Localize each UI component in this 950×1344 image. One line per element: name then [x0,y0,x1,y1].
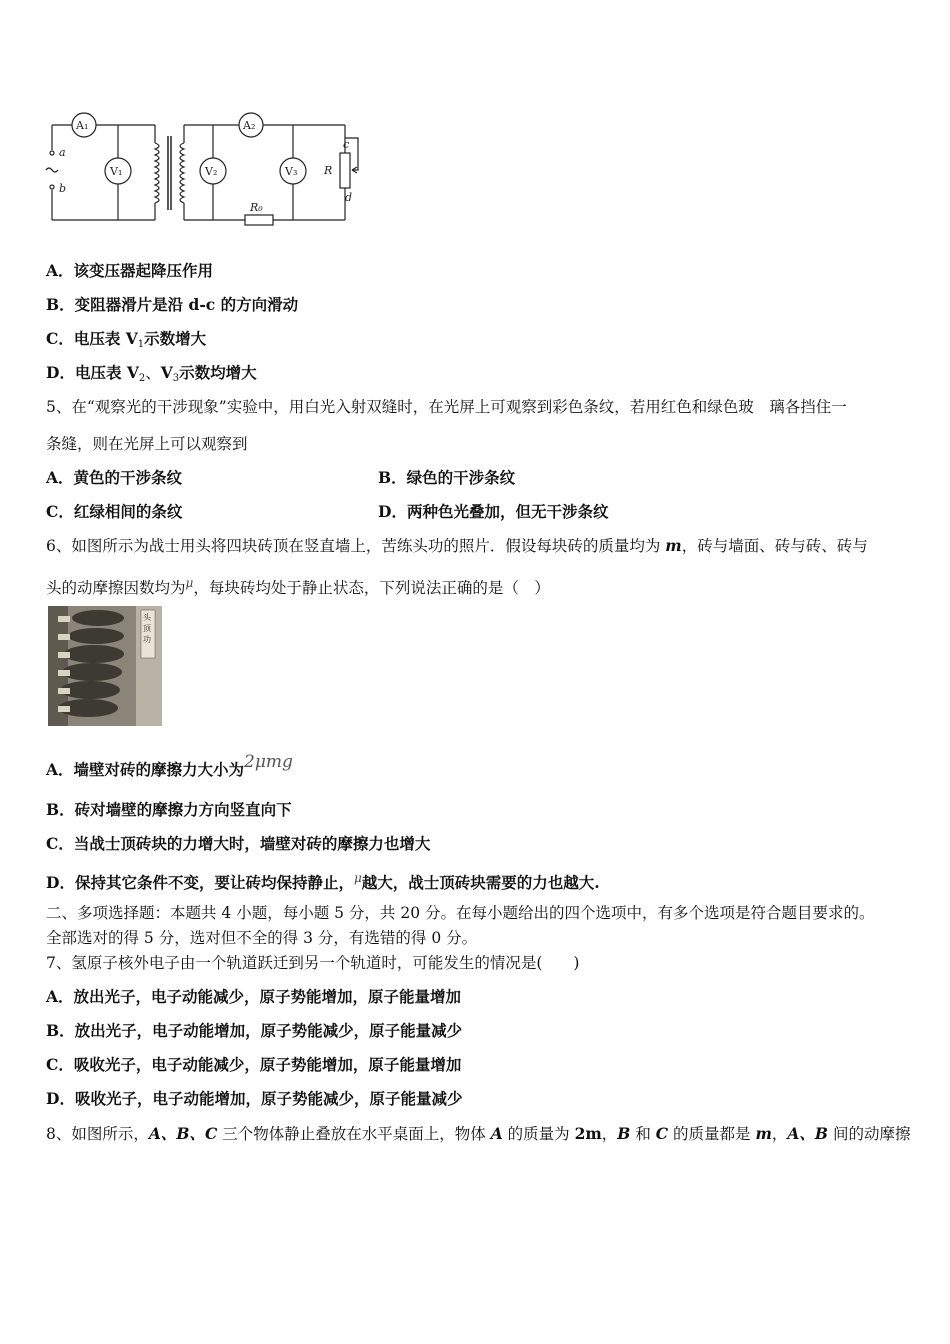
voltmeter-v2-label: V₂ [205,165,218,178]
rheostat-r-label: R [324,164,333,177]
section2-heading-line2: 全部选对的得 5 分，选对但不全的得 3 分，有选错的得 0 分。 [46,929,478,947]
q5-option-d: D．两种色光叠加，但无干涉条纹 [378,502,609,521]
terminal-a-label: a [59,146,66,159]
ammeter-a2-label: A₂ [243,119,256,132]
q4-option-b: B．变阻器滑片是沿 d-c 的方向滑动 [46,295,299,314]
q5-option-c: C．红绿相间的条纹 [46,502,183,521]
brick-headstand-photo [48,606,162,726]
q5-option-b: B．绿色的干涉条纹 [378,468,516,487]
q6-option-b: B．砖对墙壁的摩擦力方向竖直向下 [46,800,292,819]
q6-option-a-formula: 2μmg [244,752,293,772]
transformer-circuit-diagram [40,108,370,230]
q7-option-d: D．吸收光子，电子动能增加，原子势能减少，原子能量减少 [46,1089,463,1108]
voltmeter-v1-label: V₁ [110,165,123,178]
voltmeter-v3-label: V₃ [285,165,298,178]
section2-heading-line1: 二、多项选择题：本题共 4 小题，每小题 5 分，共 20 分。在每小题给出的四个选项中，有多个选项是符合题目要求的。 [46,904,875,922]
resistor-r0-label: R₀ [250,201,263,214]
q5-stem-line2: 条缝，则在光屏上可以观察到 [46,435,248,453]
photo-caption: 头 顶 功 [143,613,151,644]
ammeter-a1-label: A₁ [76,119,89,132]
q6-stem-line1: 6、如图所示为战士用头将四块砖顶在竖直墙上，苦练头功的照片．假设每块砖的质量均为 m，砖与墙面、砖与砖、砖与 [46,536,868,555]
terminal-b-label: b [59,182,67,195]
rheostat-d-label: d [345,191,353,204]
q7-option-b: B．放出光子，电子动能增加，原子势能减少，原子能量减少 [46,1021,463,1040]
q6-option-c: C．当战士顶砖块的力增大时，墙壁对砖的摩擦力也增大 [46,834,431,853]
q6-stem-line2: 头的动摩擦因数均为$^\mu$，每块砖均处于静止状态，下列说法正确的是（ ） [46,576,550,597]
q7-option-a: A．放出光子，电子动能减少，原子势能增加，原子能量增加 [46,987,462,1006]
q4-option-a: A．该变压器起降压作用 [46,261,214,280]
q8-stem: 8、如图所示，A、B、C 三个物体静止叠放在水平桌面上，物体 A 的质量为 2m，B 和 C 的质量都是 m，A、B 间的动摩擦 [46,1124,911,1143]
q6-option-a: A．墙壁对砖的摩擦力大小为2μmg [46,752,293,779]
q4-option-c: C．电压表 $V_1$示数增大 [46,329,207,350]
q4-option-d: D．电压表 $V_2$、$V_3$示数均增大 [46,363,257,384]
q6-option-d: D．保持其它条件不变，要让砖均保持静止，$^\mu$越大，战士顶砖块需要的力也越大. [46,871,600,892]
q5-option-a: A．黄色的干涉条纹 [46,468,183,487]
q7-stem: 7、氢原子核外电子由一个轨道跃迁到另一个轨道时，可能发生的情况是( ) [46,954,580,972]
q7-option-c: C．吸收光子，电子动能减少，原子势能增加，原子能量增加 [46,1055,462,1074]
q5-stem-line1: 5、在“观察光的干涉现象”实验中，用白光入射双缝时，在光屏上可观察到彩色条纹，若用红色和绿色玻 璃各挡住一 [46,398,847,416]
rheostat-c-label: c [343,138,350,151]
